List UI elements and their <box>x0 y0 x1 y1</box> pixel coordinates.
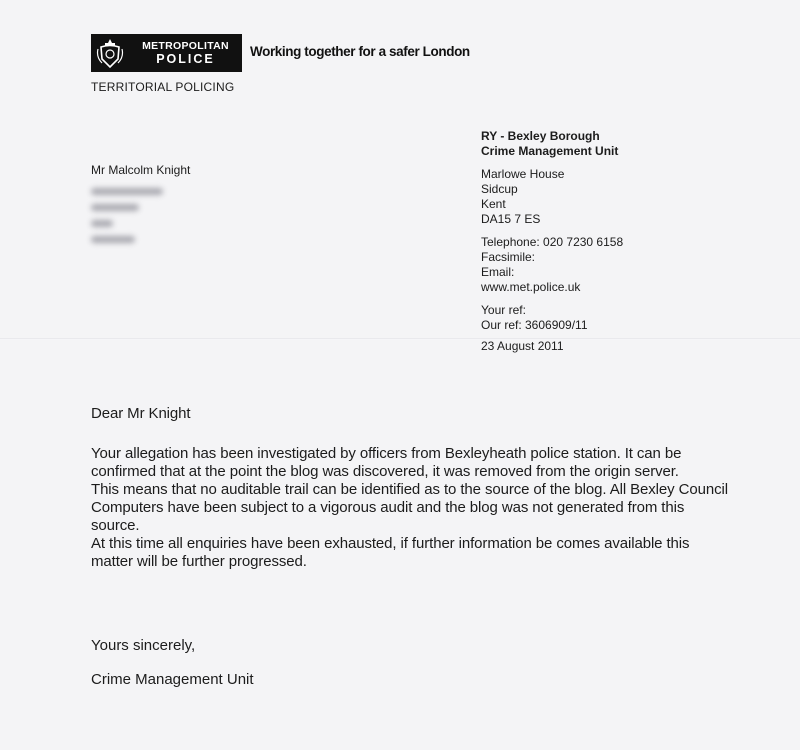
redacted-line <box>91 204 139 211</box>
recipient-address-block <box>91 163 190 243</box>
sender-address-line: Sidcup <box>481 182 518 196</box>
letter-date: 23 August 2011 <box>481 339 564 353</box>
sender-address-block <box>481 129 781 354</box>
sender-telephone: Telephone: 020 7230 6158 <box>481 235 624 249</box>
sender-website: www.met.police.uk <box>481 280 581 294</box>
body-paragraph-2: This means that no auditable trail can be identified as to the source of the blog. All Bexley Council Computers have been subject to a vigorous audit and the blog was not generated from this source. <box>91 481 728 534</box>
sender-unit-line2: Crime Management Unit <box>481 144 619 158</box>
redacted-line <box>91 236 135 243</box>
closing: Yours sincerely, <box>91 637 196 654</box>
salutation: Dear Mr Knight <box>91 405 191 422</box>
tagline: Working together for a safer London <box>250 44 470 59</box>
sender-address-line: DA15 7 ES <box>481 212 541 226</box>
sender-address-line: Kent <box>481 197 506 211</box>
sender-facsimile: Facsimile: <box>481 250 536 264</box>
signature-unit: Crime Management Unit <box>91 671 254 688</box>
logo-line-police: POLICE <box>156 51 215 66</box>
crest-icon <box>91 34 129 72</box>
redacted-address <box>91 188 190 243</box>
body-paragraph-3: At this time all enquiries have been exhausted, if further information be comes available this matter will be further progressed. <box>91 535 690 570</box>
sender-address-line: Marlowe House <box>481 167 565 181</box>
division-label: TERRITORIAL POLICING <box>91 80 235 94</box>
met-police-logo <box>91 34 242 72</box>
our-reference: Our ref: 3606909/11 <box>481 318 588 332</box>
redacted-line <box>91 188 163 195</box>
body-paragraph-1: Your allegation has been investigated by officers from Bexleyheath police station. It can be confirmed that at the point the blog was discovered, it was removed from the origin server. <box>91 445 682 480</box>
sender-email: Email: <box>481 265 515 279</box>
redacted-line <box>91 220 113 227</box>
your-reference: Your ref: <box>481 303 526 317</box>
sender-unit-line1: RY - Bexley Borough <box>481 129 600 143</box>
logo-wordmark <box>129 40 242 66</box>
letter-body <box>91 405 731 571</box>
logo-line-metropolitan: METROPOLITAN <box>142 39 229 52</box>
recipient-name: Mr Malcolm Knight <box>91 163 191 177</box>
